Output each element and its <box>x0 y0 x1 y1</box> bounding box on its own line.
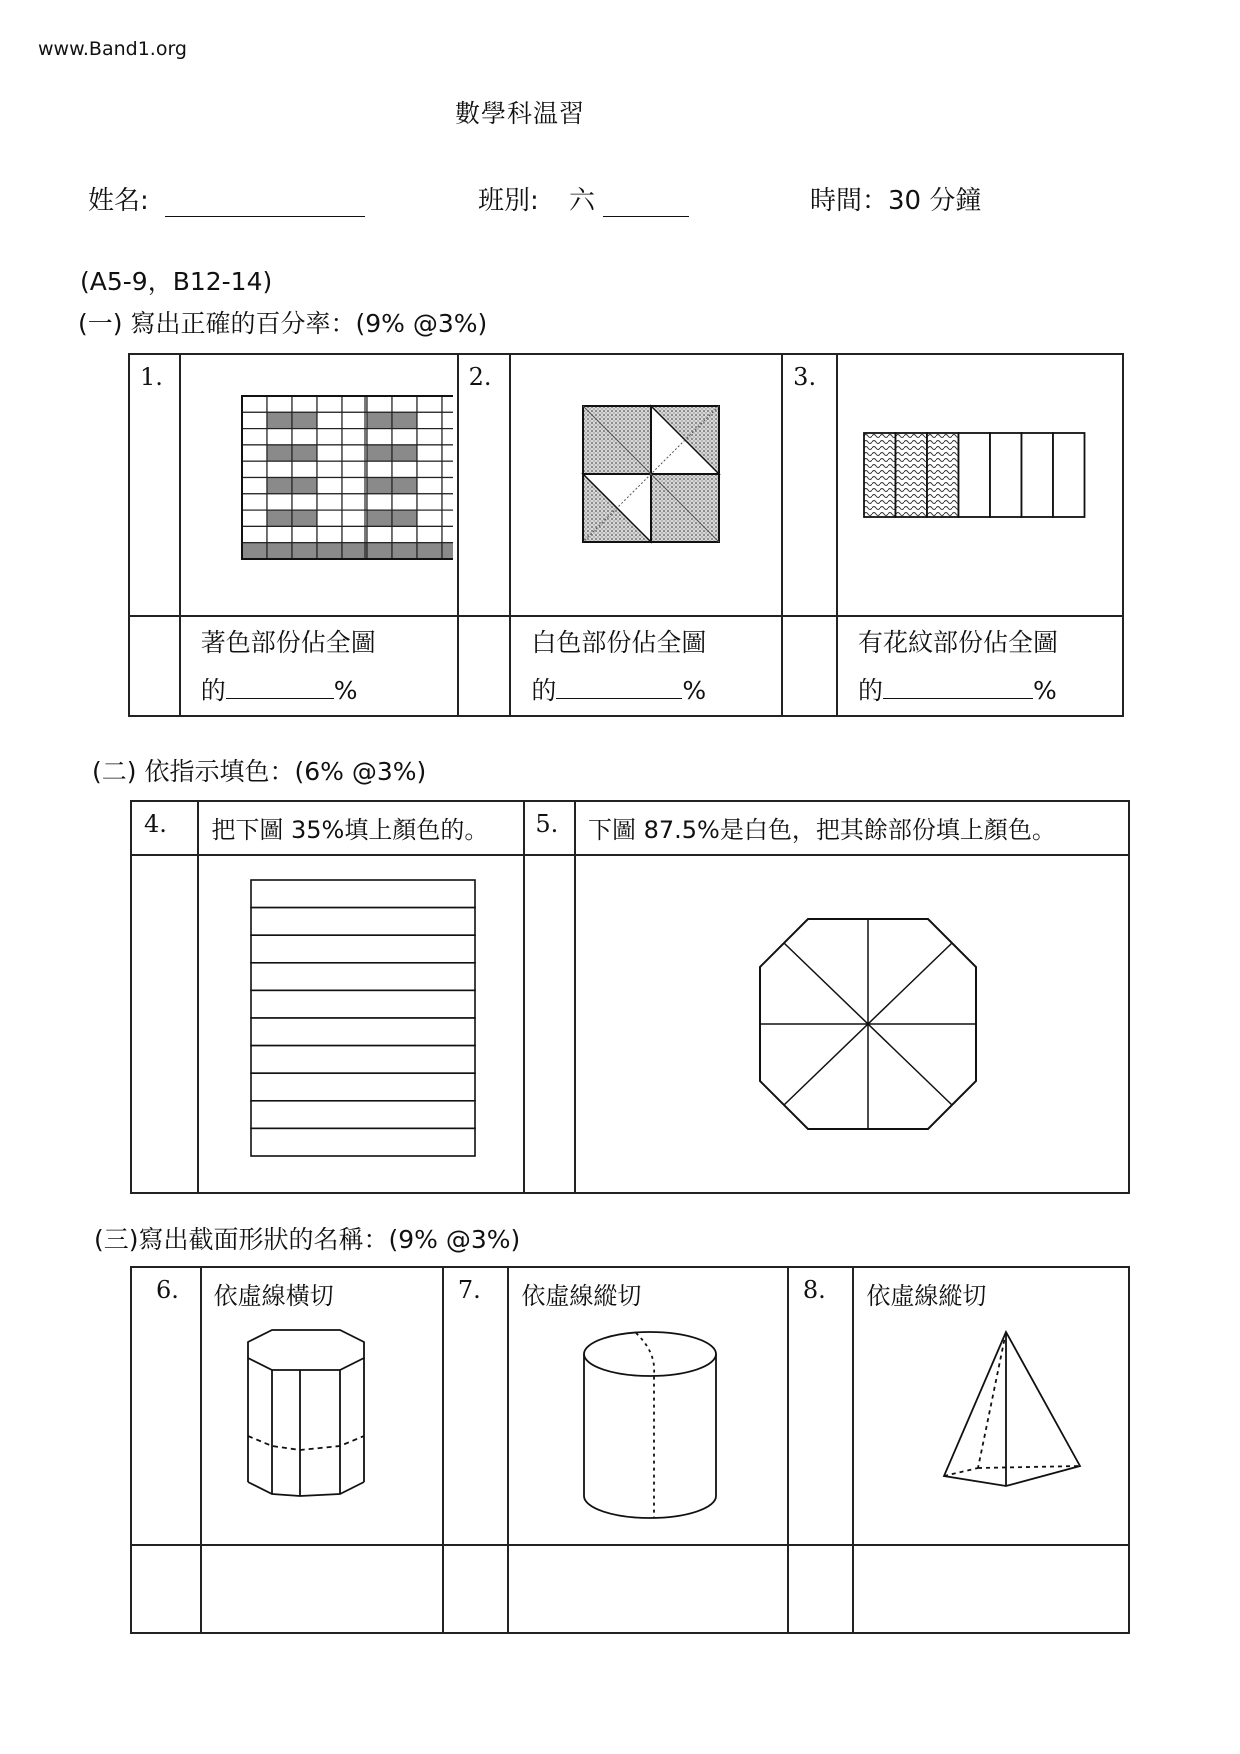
q3-caption: 有花紋部份佔全圖 <box>857 628 1058 657</box>
grid-cell <box>367 478 392 494</box>
grid-cell <box>417 396 442 412</box>
q5-prompt: 下圖 87.5%是白色，把其餘部份填上顏色。 <box>587 816 1056 844</box>
grid-cell <box>342 510 367 526</box>
q2-answer-cell <box>510 616 782 716</box>
grid-cell <box>417 543 442 559</box>
q4-number: 4. <box>144 810 167 838</box>
grid-cell <box>292 445 317 461</box>
grid-cell <box>367 429 392 445</box>
name-field <box>88 180 365 217</box>
grid-cell <box>267 478 292 494</box>
grid-cell <box>442 429 453 445</box>
grid-cell <box>267 445 292 461</box>
class-label: 班別: <box>478 186 539 216</box>
section-3-table <box>130 1266 1130 1634</box>
q2-unit: % <box>682 676 707 705</box>
q3-bar-figure <box>838 355 1118 615</box>
grid-cell <box>392 396 417 412</box>
q5-figure-cell <box>575 855 1129 1193</box>
grid-cell <box>317 510 342 526</box>
q3-figure-cell <box>837 354 1123 616</box>
grid-cell <box>417 445 442 461</box>
grid-cell <box>292 412 317 428</box>
strip[interactable] <box>251 990 475 1018</box>
grid-cell <box>292 510 317 526</box>
grid-cell <box>317 412 342 428</box>
q7-answer-number-cell <box>443 1545 508 1633</box>
q6-prompt: 依虛線橫切 <box>213 1282 334 1310</box>
q3-answer-line[interactable] <box>883 672 1033 699</box>
grid-cell <box>392 526 417 542</box>
grid-cell <box>267 494 292 510</box>
q1-caption: 著色部份佔全圖 <box>200 628 376 657</box>
q4-figure-cell <box>198 855 524 1193</box>
grid-cell <box>242 412 267 428</box>
grid-cell <box>342 429 367 445</box>
q4-blank-cell <box>131 855 198 1193</box>
class-blank[interactable] <box>603 186 689 217</box>
grid-cell <box>342 526 367 542</box>
grid-cell <box>292 543 317 559</box>
patterned-part <box>895 433 927 517</box>
section-1-heading: (一) 寫出正確的百分率：(9% @3%) <box>78 309 488 338</box>
class-value: 六 <box>569 186 596 216</box>
q6-answer-cell[interactable] <box>201 1545 443 1633</box>
grid-cell <box>292 396 317 412</box>
grid-cell <box>442 494 453 510</box>
q3-unit: % <box>1032 676 1057 705</box>
section-2-table <box>130 800 1130 1194</box>
plain-part <box>990 433 1022 517</box>
q4-prompt-cell <box>198 801 524 855</box>
q1-grid-figure <box>181 355 453 615</box>
q8-number-cell <box>788 1267 853 1545</box>
grid-cell <box>317 526 342 542</box>
grid-cell <box>392 478 417 494</box>
grid-cell <box>267 412 292 428</box>
strip[interactable] <box>251 1128 475 1156</box>
name-label: 姓名: <box>88 186 149 216</box>
strip[interactable] <box>251 1073 475 1101</box>
q2-number: 2. <box>468 363 492 391</box>
grid-cell <box>317 478 342 494</box>
grid-cell <box>442 396 453 412</box>
grid-cell <box>242 543 267 559</box>
grid-cell <box>342 543 367 559</box>
section-1-table <box>128 353 1124 717</box>
q1-answer-blank-cell <box>129 616 180 716</box>
q7-number-cell <box>443 1267 508 1545</box>
q3-answer-blank-cell <box>782 616 837 716</box>
grid-cell <box>442 461 453 477</box>
grid-cell <box>242 478 267 494</box>
q2-de: 的 <box>531 676 557 705</box>
grid-cell <box>392 412 417 428</box>
grid-cell <box>367 526 392 542</box>
q7-cylinder <box>509 1314 791 1544</box>
grid-cell <box>342 445 367 461</box>
q2-caption: 白色部份佔全圖 <box>531 628 707 657</box>
grid-cell <box>417 510 442 526</box>
q6-number: 6. <box>156 1276 179 1304</box>
q3-answer-cell <box>837 616 1123 716</box>
grid-cell <box>242 396 267 412</box>
q2-figure-cell <box>510 354 782 616</box>
q1-de: 的 <box>200 676 226 705</box>
patterned-part <box>864 433 896 517</box>
grid-cell <box>417 429 442 445</box>
grid-cell <box>367 445 392 461</box>
grid-cell <box>292 461 317 477</box>
q6-number-cell <box>131 1267 201 1545</box>
grid-cell <box>292 478 317 494</box>
q7-prompt: 依虛線縱切 <box>521 1282 642 1310</box>
grid-cell <box>292 526 317 542</box>
q5-octagon[interactable] <box>576 856 1128 1192</box>
q5-prompt-cell <box>575 801 1129 855</box>
grid-cell <box>267 526 292 542</box>
page-title: 數學科温習 <box>454 99 585 128</box>
grid-cell <box>342 412 367 428</box>
strip[interactable] <box>251 935 475 963</box>
plain-part <box>958 433 990 517</box>
grid-cell <box>392 445 417 461</box>
grid-cell <box>442 412 453 428</box>
grid-cell <box>242 510 267 526</box>
grid-cell <box>292 494 317 510</box>
grid-cell <box>317 461 342 477</box>
grid-cell <box>417 494 442 510</box>
strip[interactable] <box>251 1018 475 1046</box>
grid-cell <box>392 543 417 559</box>
class-field <box>478 180 689 217</box>
q1-figure-cell <box>180 354 458 616</box>
q8-answer-cell[interactable] <box>853 1545 1129 1633</box>
grid-cell <box>442 526 453 542</box>
grid-cell <box>317 543 342 559</box>
grid-cell <box>267 429 292 445</box>
grid-cell <box>417 461 442 477</box>
grid-cell <box>367 510 392 526</box>
grid-cell <box>442 445 453 461</box>
grid-cell <box>292 429 317 445</box>
grid-cell <box>342 396 367 412</box>
q8-prompt: 依虛線縱切 <box>866 1282 987 1310</box>
q1-answer-cell <box>180 616 458 716</box>
grid-cell <box>417 412 442 428</box>
q1-answer-line[interactable] <box>226 672 334 699</box>
q2-square-figure <box>511 355 777 615</box>
grid-cell <box>417 526 442 542</box>
q6-answer-number-cell <box>131 1545 201 1633</box>
grid-cell <box>442 478 453 494</box>
q8-answer-number-cell <box>788 1545 853 1633</box>
plain-part <box>1021 433 1053 517</box>
strip[interactable] <box>251 908 475 936</box>
grid-cell <box>342 461 367 477</box>
grid-cell <box>317 445 342 461</box>
grid-cell <box>392 429 417 445</box>
grid-cell <box>317 396 342 412</box>
grid-cell <box>367 494 392 510</box>
section-2-heading: (二) 依指示填色：(6% @3%) <box>92 757 427 786</box>
grid-cell <box>392 461 417 477</box>
grid-cell <box>317 494 342 510</box>
grid-cell <box>367 543 392 559</box>
grid-cell <box>342 494 367 510</box>
time-label: 時間：30 分鐘 <box>810 186 982 216</box>
section-3-heading: (三)寫出截面形狀的名稱：(9% @3%) <box>94 1225 521 1254</box>
q7-answer-cell[interactable] <box>508 1545 788 1633</box>
q5-blank-cell <box>524 855 575 1193</box>
grid-cell <box>242 429 267 445</box>
q7-figure-cell <box>508 1267 788 1545</box>
q8-figure-cell <box>853 1267 1129 1545</box>
grid-cell <box>442 543 453 559</box>
grid-cell <box>442 510 453 526</box>
grid-cell <box>267 543 292 559</box>
q7-number: 7. <box>457 1276 481 1304</box>
q8-pyramid <box>854 1314 1132 1544</box>
grid-cell <box>267 510 292 526</box>
grid-cell <box>392 510 417 526</box>
strip[interactable] <box>251 1101 475 1129</box>
grid-cell <box>367 461 392 477</box>
name-blank[interactable] <box>165 186 365 217</box>
strip[interactable] <box>251 880 475 908</box>
strip[interactable] <box>251 963 475 991</box>
q4-striped-rectangle[interactable] <box>199 856 523 1192</box>
q3-number-cell <box>782 354 837 616</box>
grid-cell <box>242 526 267 542</box>
q6-octagonal-prism <box>202 1314 446 1544</box>
grid-cell <box>242 461 267 477</box>
q1-number: 1. <box>140 363 163 391</box>
q1-number-cell <box>129 354 180 616</box>
grid-cell <box>342 478 367 494</box>
grid-cell <box>267 461 292 477</box>
grid-cell <box>242 494 267 510</box>
q2-answer-line[interactable] <box>556 672 682 699</box>
q5-number: 5. <box>535 810 559 838</box>
q8-number: 8. <box>802 1276 826 1304</box>
q2-answer-blank-cell <box>458 616 511 716</box>
grid-cell <box>267 396 292 412</box>
patterned-part <box>927 433 959 517</box>
grid-cell <box>367 396 392 412</box>
plain-part <box>1053 433 1085 517</box>
grid-cell <box>417 478 442 494</box>
site-url: www.Band1.org <box>38 38 187 60</box>
q2-number-cell <box>458 354 511 616</box>
q6-figure-cell <box>201 1267 443 1545</box>
q4-number-cell <box>131 801 198 855</box>
grid-cell <box>317 429 342 445</box>
grid-cell <box>392 494 417 510</box>
grid-cell <box>242 445 267 461</box>
grid-cell <box>367 412 392 428</box>
strip[interactable] <box>251 1046 475 1074</box>
q3-de: 的 <box>857 676 883 705</box>
q3-number: 3. <box>793 363 817 391</box>
reference-code: (A5-9，B12-14) <box>80 267 273 296</box>
q5-number-cell <box>524 801 575 855</box>
q1-unit: % <box>333 676 358 705</box>
q4-prompt: 把下圖 35%填上顏色的。 <box>211 816 489 844</box>
